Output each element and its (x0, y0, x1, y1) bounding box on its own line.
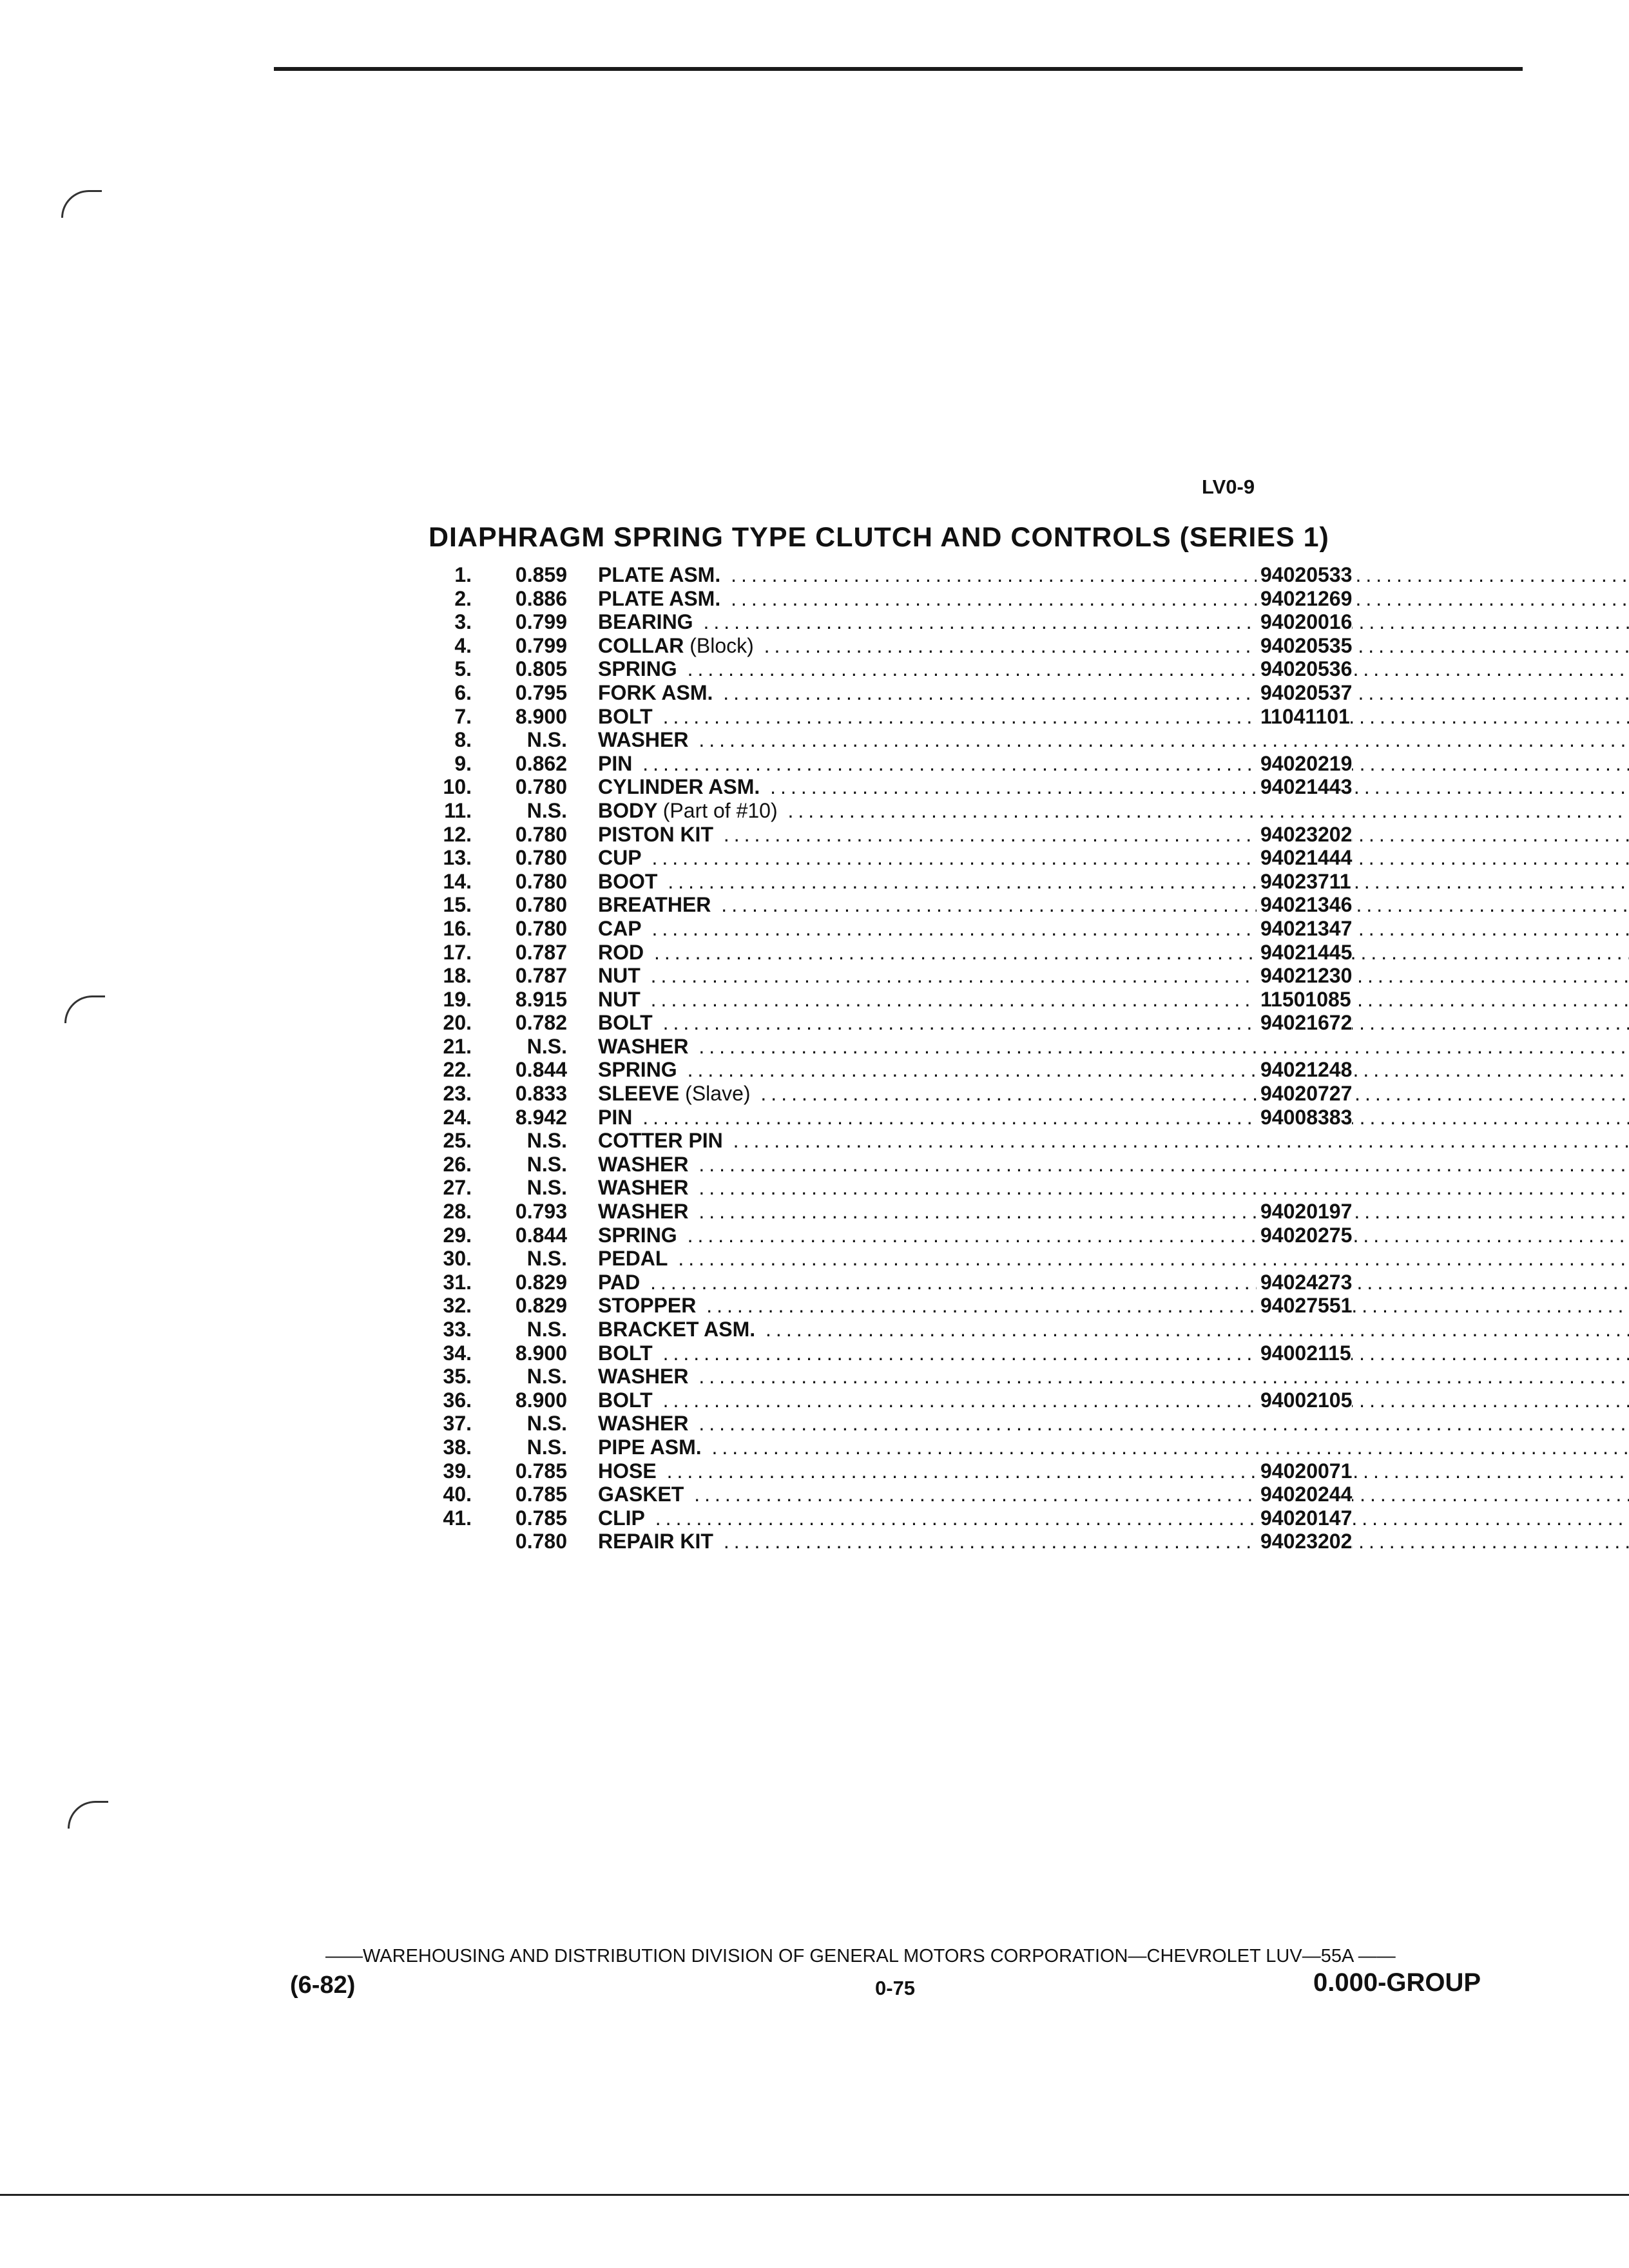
part-number: 94020727 (1257, 1082, 1352, 1106)
item-number: 37. (443, 1412, 472, 1436)
part-note: (Slave) (685, 1082, 751, 1106)
item-number: 30. (443, 1247, 472, 1271)
group-number: 0.859 (515, 563, 567, 586)
part-number: 94020071 (1257, 1459, 1352, 1483)
item-number: 27. (443, 1176, 472, 1200)
item-number: 8. (454, 728, 472, 752)
part-description (598, 1035, 1629, 1059)
group-number: N.S. (526, 1435, 567, 1459)
part-name: PLATE ASM. (598, 586, 721, 610)
part-name: BOOT (598, 869, 658, 893)
part-number: 94020275 (1257, 1224, 1352, 1247)
part-description (598, 705, 1629, 729)
part-note: (Block) (689, 633, 754, 657)
part-number: 94024273 (1257, 1271, 1352, 1294)
part-description (598, 1224, 1629, 1247)
part-number: 94020244 (1257, 1483, 1352, 1506)
part-description (598, 1530, 1629, 1553)
item-number: 24. (443, 1105, 472, 1129)
item-number: 26. (443, 1152, 472, 1176)
part-description (598, 587, 1629, 611)
part-name: PLATE ASM. (598, 563, 721, 586)
part-number: 94021346 (1257, 893, 1352, 917)
item-number: 12. (443, 822, 472, 846)
part-name: GASKET (598, 1483, 684, 1506)
part-name: PIN (598, 751, 633, 775)
part-name: NUT (598, 987, 641, 1011)
part-description (598, 1294, 1629, 1318)
group-number: 0.780 (515, 869, 567, 893)
punch-hole-mark (68, 1801, 108, 1829)
part-description (598, 917, 1629, 941)
part-description (598, 893, 1629, 917)
part-number: 94023202 (1257, 823, 1352, 847)
part-name: COTTER PIN (598, 1129, 723, 1153)
part-description (598, 1365, 1629, 1389)
item-number: 41. (443, 1506, 472, 1530)
part-description (598, 1459, 1629, 1483)
part-description (598, 846, 1629, 870)
group-number: 0.833 (515, 1082, 567, 1106)
item-number: 36. (443, 1388, 472, 1412)
part-name: HOSE (598, 1459, 657, 1483)
part-number: 94020537 (1257, 681, 1352, 705)
part-name: WASHER (598, 1176, 689, 1200)
item-number: 13. (443, 846, 472, 870)
part-number: 94020219 (1257, 752, 1352, 776)
group-number: N.S. (526, 1034, 567, 1058)
item-number: 11. (444, 798, 472, 822)
part-description (598, 1200, 1629, 1224)
part-number: 94023202 (1257, 1530, 1352, 1553)
part-description (598, 1436, 1629, 1459)
group-number: 8.915 (515, 987, 567, 1011)
part-name: REPAIR KIT (598, 1530, 713, 1553)
part-name: BODY (598, 798, 657, 822)
punch-hole-mark (61, 190, 102, 218)
item-number: 22. (443, 1058, 472, 1082)
part-name: CYLINDER ASM. (598, 775, 760, 799)
part-name: SPRING (598, 657, 677, 681)
part-number: 11501085 (1257, 988, 1351, 1012)
part-description (598, 1412, 1629, 1436)
part-description (598, 563, 1629, 587)
footer-group: 0.000-GROUP (1313, 1968, 1481, 1997)
group-number: 0.780 (515, 775, 567, 799)
item-number: 28. (443, 1200, 472, 1224)
part-name: FORK ASM. (598, 680, 713, 704)
bottom-rule (0, 2194, 1629, 2196)
footer-publisher: ——WAREHOUSING AND DISTRIBUTION DIVISION OF GENERAL MOTORS CORPORATION—CHEVROLET LUV—55A —— (325, 1946, 1396, 1966)
item-number: 16. (443, 916, 472, 940)
item-number: 29. (443, 1223, 472, 1247)
part-description (598, 941, 1629, 965)
group-number: 0.799 (515, 610, 567, 634)
part-description (598, 1129, 1629, 1153)
part-number: 94002115 (1257, 1341, 1351, 1365)
part-name: ROD (598, 940, 644, 964)
item-number: 31. (443, 1270, 472, 1294)
part-name: SPRING (598, 1058, 677, 1082)
group-number: 0.793 (515, 1200, 567, 1224)
part-number: 94020535 (1257, 634, 1352, 658)
group-number: N.S. (526, 1152, 567, 1176)
item-number: 32. (443, 1294, 472, 1318)
part-number: 94020536 (1257, 657, 1352, 681)
part-name: BRACKET ASM. (598, 1318, 756, 1341)
part-name: PISTON KIT (598, 822, 713, 846)
item-number: 18. (443, 964, 472, 988)
part-number: 94027551 (1257, 1294, 1352, 1318)
part-number: 94021443 (1257, 775, 1352, 799)
item-number: 1. (454, 563, 472, 586)
part-number: 11041101 (1257, 705, 1350, 729)
punch-hole-mark (64, 995, 105, 1023)
part-note: (Part of #10) (662, 798, 778, 822)
part-name: SLEEVE (598, 1082, 680, 1106)
group-number: 0.785 (515, 1459, 567, 1483)
group-number: 0.780 (515, 893, 567, 917)
group-number: N.S. (526, 1247, 567, 1271)
item-number: 10. (443, 775, 472, 799)
footer-page-number: 0-75 (875, 1977, 916, 1999)
group-number: 0.780 (515, 1530, 567, 1553)
item-number: 21. (443, 1034, 472, 1058)
part-description (598, 823, 1629, 847)
item-number: 38. (443, 1435, 472, 1459)
part-name: BOLT (598, 704, 653, 728)
group-number: 0.782 (515, 1011, 567, 1035)
group-number: 0.862 (515, 751, 567, 775)
part-name: CAP (598, 916, 642, 940)
part-number: 94021347 (1257, 917, 1352, 941)
group-number: 0.785 (515, 1483, 567, 1506)
group-number: N.S. (526, 1318, 567, 1341)
footer-date: (6-82) (290, 1972, 356, 1999)
group-number: N.S. (526, 1176, 567, 1200)
part-description (598, 870, 1629, 894)
item-number: 15. (443, 893, 472, 917)
part-name: BOLT (598, 1341, 653, 1365)
part-description (598, 1483, 1629, 1506)
item-number: 40. (443, 1483, 472, 1506)
part-number: 94023711 (1257, 870, 1351, 894)
part-description (598, 752, 1629, 776)
item-number: 9. (454, 751, 472, 775)
group-number: 8.942 (515, 1105, 567, 1129)
part-description (598, 1318, 1629, 1341)
part-name: BOLT (598, 1388, 653, 1412)
part-number: 94020533 (1257, 563, 1352, 587)
item-number: 7. (454, 704, 472, 728)
part-name: BOLT (598, 1011, 653, 1035)
group-number: 0.829 (515, 1270, 567, 1294)
group-number: 0.886 (515, 586, 567, 610)
item-number: 5. (454, 657, 472, 681)
part-name: WASHER (598, 1412, 689, 1436)
part-number: 94020016 (1257, 610, 1352, 634)
part-description (598, 1011, 1629, 1035)
part-description (598, 1082, 1629, 1106)
part-description (598, 964, 1629, 988)
part-name: PEDAL (598, 1247, 668, 1271)
part-name: STOPPER (598, 1294, 697, 1318)
part-name: PIPE ASM. (598, 1435, 702, 1459)
part-number: 94021672 (1257, 1011, 1352, 1035)
part-description (598, 799, 1629, 823)
part-description (598, 634, 1629, 658)
item-number: 6. (454, 680, 472, 704)
item-number: 19. (443, 987, 472, 1011)
group-number: N.S. (526, 1412, 567, 1436)
group-number: 0.780 (515, 916, 567, 940)
group-number: N.S. (526, 1129, 567, 1153)
part-description (598, 681, 1629, 705)
top-rule (274, 67, 1523, 71)
part-description (598, 775, 1629, 799)
part-number: 94008383 (1257, 1106, 1352, 1129)
item-number: 23. (443, 1082, 472, 1106)
group-number: N.S. (526, 1365, 567, 1389)
group-number: 0.785 (515, 1506, 567, 1530)
group-number: 0.780 (515, 822, 567, 846)
part-description (598, 1106, 1629, 1129)
part-name: CUP (598, 846, 642, 870)
group-number: 0.844 (515, 1223, 567, 1247)
part-name: WASHER (598, 728, 689, 752)
part-description (598, 610, 1629, 634)
part-name: WASHER (598, 1365, 689, 1389)
part-number: 94021445 (1257, 941, 1352, 965)
page-title: DIAPHRAGM SPRING TYPE CLUTCH AND CONTROLS (SERIES 1) (429, 522, 1329, 553)
part-description (598, 1271, 1629, 1294)
part-description (598, 1058, 1629, 1082)
group-number: N.S. (526, 728, 567, 752)
part-name: NUT (598, 964, 641, 988)
item-number: 14. (443, 869, 472, 893)
part-description (598, 1389, 1629, 1412)
group-number: 0.799 (515, 633, 567, 657)
part-number: 94020197 (1257, 1200, 1352, 1224)
group-number: 8.900 (515, 1341, 567, 1365)
part-number: 94021230 (1257, 964, 1352, 988)
part-number: 94002105 (1257, 1389, 1352, 1412)
item-number: 3. (454, 610, 472, 634)
part-name: WASHER (598, 1034, 689, 1058)
item-number: 33. (443, 1318, 472, 1341)
part-description (598, 1247, 1629, 1271)
part-description (598, 1506, 1629, 1530)
part-description (598, 728, 1629, 752)
part-name: PIN (598, 1105, 633, 1129)
item-number: 2. (454, 586, 472, 610)
part-name: BEARING (598, 610, 693, 634)
part-name: PAD (598, 1270, 641, 1294)
group-number: 8.900 (515, 1388, 567, 1412)
item-number: 17. (443, 940, 472, 964)
group-number: 0.787 (515, 940, 567, 964)
part-number: 94021269 (1257, 587, 1352, 611)
group-number: 0.805 (515, 657, 567, 681)
section-code: LV0-9 (1202, 476, 1255, 498)
part-description (598, 1153, 1629, 1177)
group-number: 0.829 (515, 1294, 567, 1318)
item-number: 39. (443, 1459, 472, 1483)
part-name: WASHER (598, 1152, 689, 1176)
part-number: 94021444 (1257, 846, 1352, 870)
group-number: 0.795 (515, 680, 567, 704)
part-description (598, 988, 1629, 1012)
item-number: 25. (443, 1129, 472, 1153)
item-number: 34. (443, 1341, 472, 1365)
part-name: BREATHER (598, 893, 711, 917)
part-number: 94020147 (1257, 1506, 1352, 1530)
part-name: WASHER (598, 1200, 689, 1224)
group-number: N.S. (526, 798, 567, 822)
group-number: 8.900 (515, 704, 567, 728)
group-number: 0.780 (515, 846, 567, 870)
part-description (598, 1341, 1629, 1365)
part-number: 94021248 (1257, 1058, 1352, 1082)
item-number: 35. (443, 1365, 472, 1389)
group-number: 0.844 (515, 1058, 567, 1082)
item-number: 4. (454, 633, 472, 657)
part-name: COLLAR (598, 633, 684, 657)
group-number: 0.787 (515, 964, 567, 988)
part-description (598, 657, 1629, 681)
part-name: SPRING (598, 1223, 677, 1247)
part-description (598, 1176, 1629, 1200)
item-number: 20. (443, 1011, 472, 1035)
part-name: CLIP (598, 1506, 645, 1530)
